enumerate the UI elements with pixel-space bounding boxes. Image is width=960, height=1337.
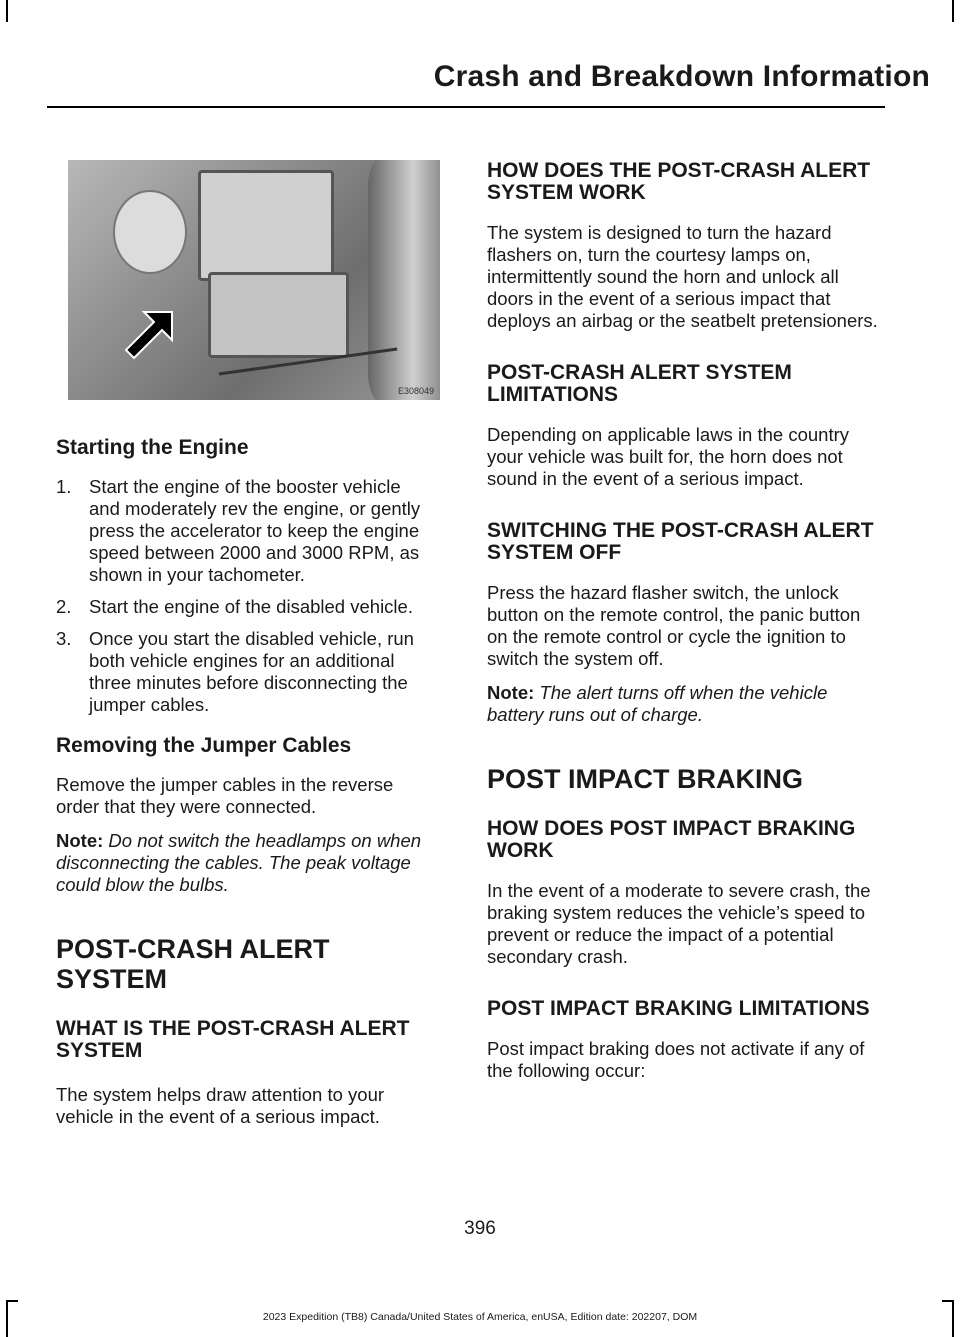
- crop-mark-bottom-left-h: [6, 1300, 18, 1302]
- limitations-heading: POST-CRASH ALERT SYSTEM LIMITATIONS: [487, 361, 792, 406]
- right-column: [487, 160, 882, 1082]
- note-battery: Note: The alert turns off when the vehicle battery runs out of charge.: [487, 682, 828, 725]
- post-crash-alert-heading: POST-CRASH ALERT SYSTEM: [56, 934, 330, 994]
- figure-id: E308049: [397, 386, 434, 396]
- header-rule: [47, 106, 885, 108]
- what-is-heading: WHAT IS THE POST-CRASH ALERT SYSTEM: [56, 1017, 410, 1062]
- how-braking-text: In the event of a moderate to severe crash, the braking system reduces the vehicle’s speed to prevent or reduce the impact of a potential secondary crash.: [487, 880, 871, 967]
- battery: [208, 272, 349, 358]
- intake-pipe: [368, 160, 440, 400]
- post-impact-braking-heading: POST IMPACT BRAKING: [487, 764, 803, 794]
- limitations-text: Depending on applicable laws in the country your vehicle was built for, the horn does not sound in the event of a serious impact.: [487, 424, 850, 489]
- braking-limitations-text: Post impact braking does not activate if any of the following occur:: [487, 1038, 865, 1081]
- fuse-box: [198, 170, 334, 281]
- coolant-reservoir: [113, 190, 187, 274]
- removing-cables-text: Remove the jumper cables in the reverse order that they were connected.: [56, 774, 394, 817]
- engine-bay-figure: [68, 160, 440, 400]
- list-item: 3. Once you start the disabled vehicle, run both vehicle engines for an additional three minutes before disconnecting the jumper cables.: [56, 628, 414, 715]
- steps-list: [56, 476, 436, 716]
- how-heading: HOW DOES THE POST-CRASH ALERT SYSTEM WORK: [487, 159, 871, 204]
- switching-off-text: Press the hazard flasher switch, the unlock button on the remote control, the panic button on the remote control or cycle the ignition to switch the system off.: [487, 582, 861, 669]
- page-number: 396: [464, 1218, 496, 1239]
- page-header-title: Crash and Breakdown Information: [433, 60, 930, 93]
- pointer-arrow-icon: [124, 310, 174, 360]
- removing-cables-heading: Removing the Jumper Cables: [56, 734, 352, 757]
- switching-off-heading: SWITCHING THE POST-CRASH ALERT SYSTEM OFF: [487, 519, 874, 564]
- list-item: 1. Start the engine of the booster vehicle and moderately rev the engine, or gently press the accelerator to keep the engine speed between 2000 and 3000 RPM, as shown in your tachometer.: [56, 476, 421, 585]
- how-text: The system is designed to turn the hazard flashers on, turn the courtesy lamps on, intermittently sound the horn and unlock all doors in the event of a serious impact that deploys an airbag or the seatbelt pretensioners.: [487, 222, 878, 331]
- list-item: 2. Start the engine of the disabled vehicle.: [56, 596, 413, 617]
- crop-mark-bottom-right-h: [942, 1300, 954, 1302]
- note-headlamps: Note: Do not switch the headlamps on when disconnecting the cables. The peak voltage could blow the bulbs.: [56, 830, 422, 895]
- what-is-text: The system helps draw attention to your vehicle in the event of a serious impact.: [56, 1084, 385, 1127]
- braking-limitations-heading: POST IMPACT BRAKING LIMITATIONS: [487, 997, 870, 1020]
- crop-mark-top-right-v: [952, 0, 954, 22]
- crop-mark-top-left-v: [6, 0, 8, 22]
- how-braking-heading: HOW DOES POST IMPACT BRAKING WORK: [487, 817, 856, 862]
- left-column: [56, 160, 436, 1128]
- starting-engine-heading: Starting the Engine: [56, 436, 249, 459]
- edition-footer: 2023 Expedition (TB8) Canada/United States of America, enUSA, Edition date: 202207, DOM: [262, 1311, 698, 1323]
